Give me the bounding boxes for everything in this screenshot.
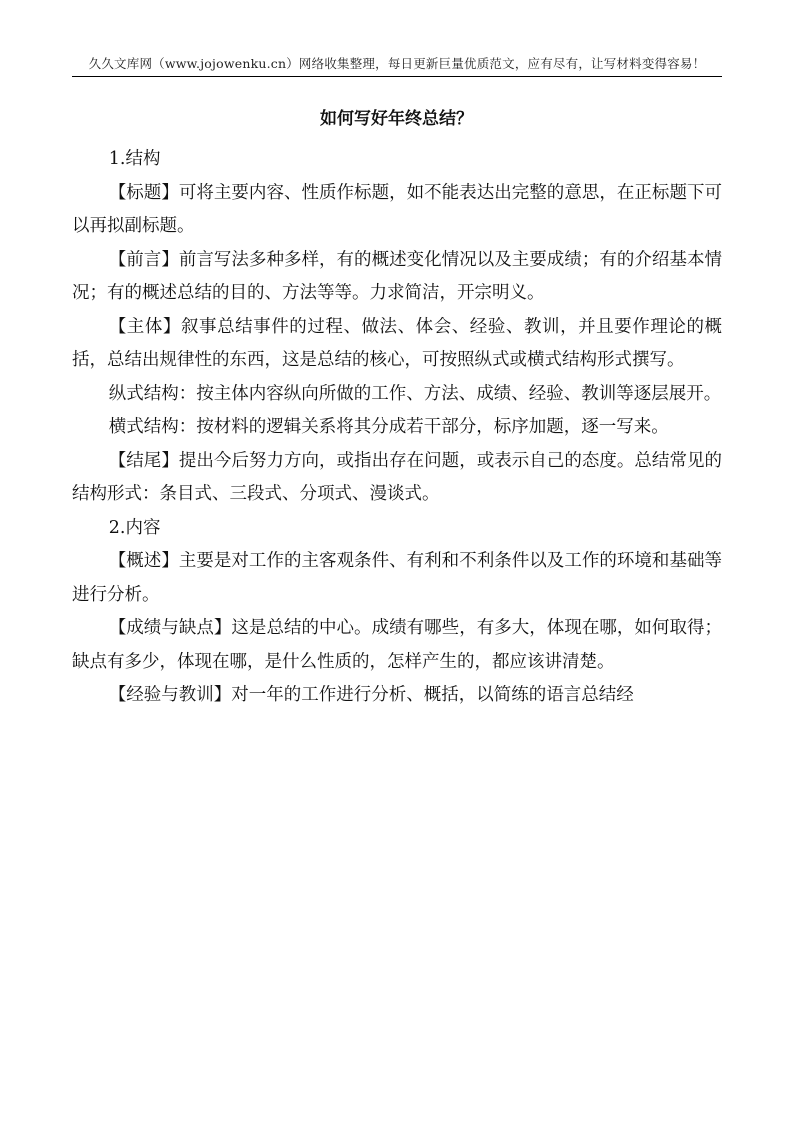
paragraph-horizontal-structure: 横式结构：按材料的逻辑关系将其分成若干部分，标序加题，逐一写来。 <box>108 417 669 437</box>
paragraph-overview: 【概述】主要是对工作的主客观条件、有利和不利条件以及工作的环境和基础等进行分析。 <box>72 551 722 605</box>
paragraph-body: 【主体】叙事总结事件的过程、做法、体会、经验、教训，并且要作理论的概括，总结出规律性的东西，这是总结的核心，可按照纵式或横式结构形式撰写。 <box>72 316 722 370</box>
document-title: 如何写好年终总结？ <box>320 109 473 129</box>
page-header: 久久文库网（www.jojowenku.cn）网络收集整理，每日更新巨量优质范文，应有尽有，让写材料变得容易！ <box>88 56 706 71</box>
section-heading-structure: 1.结构 <box>108 149 161 169</box>
header-divider <box>72 76 722 77</box>
document-body <box>72 143 722 713</box>
paragraph-title: 【标题】可将主要内容、性质作标题，如不能表达出完整的意思，在正标题下可以再拟副标题。 <box>72 182 722 236</box>
paragraph-lessons: 【经验与教训】对一年的工作进行分析、概括，以简练的语言总结经 <box>108 685 634 705</box>
section-heading-content: 2.内容 <box>108 517 161 538</box>
paragraph-preface: 【前言】前言写法多种多样，有的概述变化情况以及主要成绩；有的介绍基本情况；有的概述总结的目的、方法等等。力求简洁，开宗明义。 <box>72 249 722 303</box>
paragraph-vertical-structure: 纵式结构：按主体内容纵向所做的工作、方法、成绩、经验、教训等逐层展开。 <box>108 383 722 404</box>
paragraph-achievements: 【成绩与缺点】这是总结的中心。成绩有哪些，有多大，体现在哪，如何取得；缺点有多少，体现在哪，是什么性质的，怎样产生的，都应该讲清楚。 <box>72 618 722 672</box>
paragraph-ending: 【结尾】提出今后努力方向，或指出存在问题，或表示自己的态度。总结常见的结构形式：条目式、三段式、分项式、漫谈式。 <box>72 450 722 504</box>
